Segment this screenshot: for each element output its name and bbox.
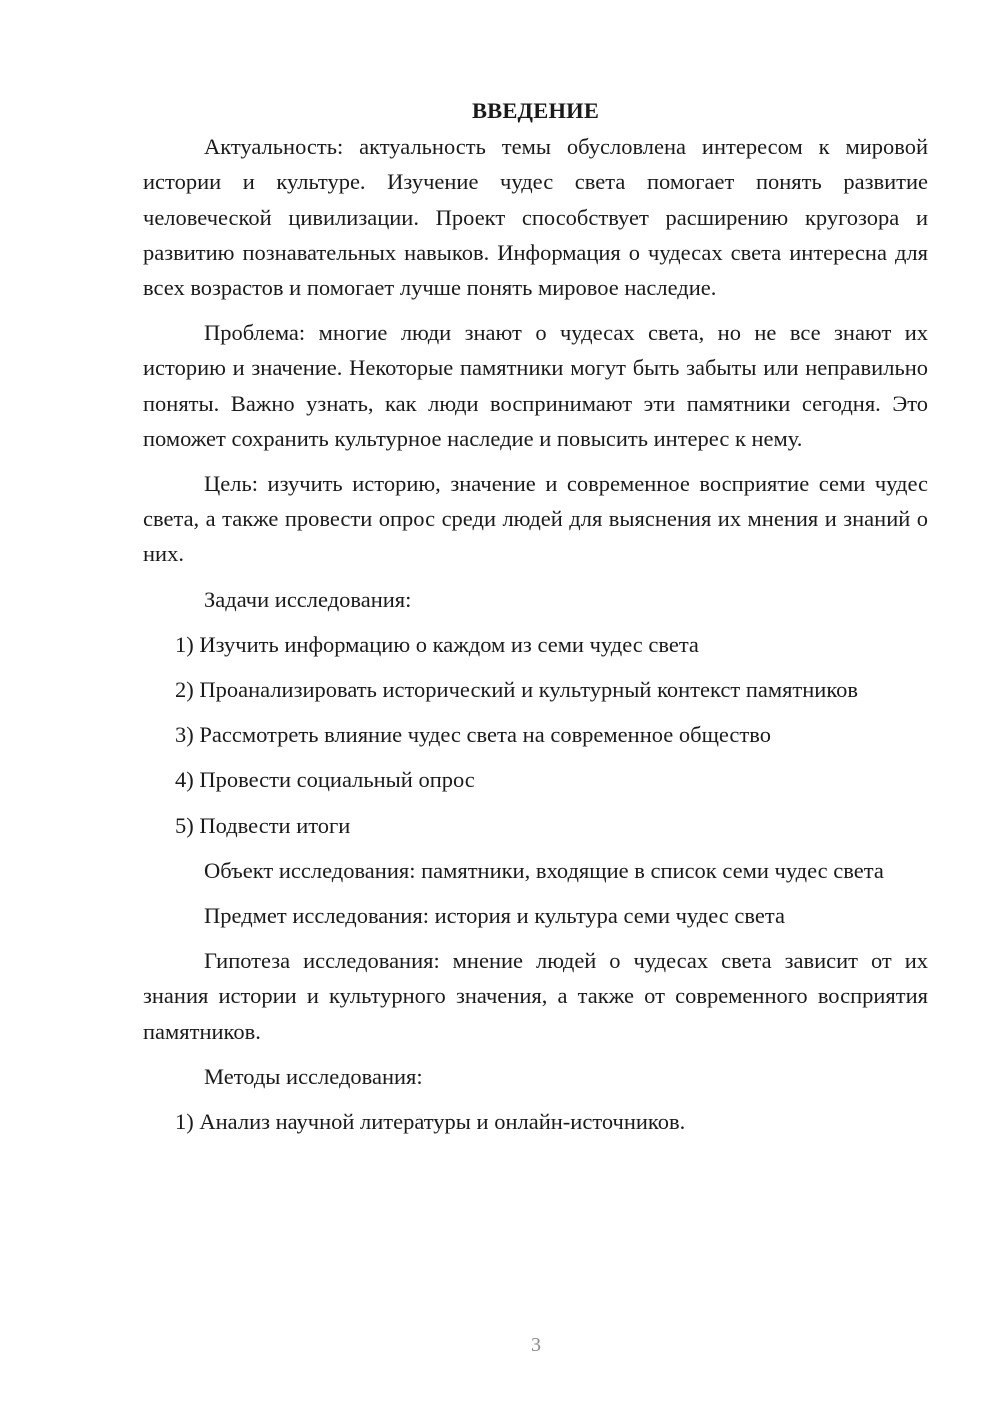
tasks-title: Задачи исследования:: [204, 586, 412, 612]
hypothesis-paragraph: Гипотеза исследования: мнение людей о чудесах света зависит от их знания истории и культурного значения, а также от современного восприятия памятников.: [143, 948, 928, 1044]
task-item-4: 4) Провести социальный опрос: [175, 767, 475, 793]
page-content: [143, 93, 928, 1149]
relevance-paragraph: Актуальность: актуальность темы обусловлена интересом к мировой истории и культуре. Изучение чудес света помогает понять развитие человеческой цивилизации. Проект способствует расширению кругозора и развитию познавательных навыков. Информация о чудесах света интересна для всех возрастов и помогает лучше понять мировое наследие.: [143, 134, 928, 301]
subject-paragraph: Предмет исследования: история и культура семи чудес света: [204, 903, 785, 929]
task-item-2: 2) Проанализировать исторический и культурный контекст памятников: [175, 677, 859, 703]
task-item-3: 3) Рассмотреть влияние чудес света на современное общество: [175, 722, 771, 748]
method-item-1: 1) Анализ научной литературы и онлайн-источников.: [175, 1109, 686, 1135]
methods-title: Методы исследования:: [204, 1063, 423, 1089]
object-paragraph: Объект исследования: памятники, входящие в список семи чудес света: [204, 857, 884, 883]
page-number: 3: [531, 1334, 541, 1356]
problem-paragraph: Проблема: многие люди знают о чудесах света, но не все знают их историю и значение. Некоторые памятники могут быть забыты или неправильно поняты. Важно узнать, как люди воспринимают эти памятники сегодня. Это поможет сохранить культурное наследие и повысить интерес к нему.: [143, 320, 928, 451]
goal-paragraph: Цель: изучить историю, значение и современное восприятие семи чудес света, а также провести опрос среди людей для выяснения их мнения и знаний о них.: [143, 471, 928, 567]
task-item-1: 1) Изучить информацию о каждом из семи чудес света: [175, 631, 699, 657]
section-heading: ВВЕДЕНИЕ: [471, 98, 600, 123]
task-item-5: 5) Подвести итоги: [175, 812, 351, 838]
